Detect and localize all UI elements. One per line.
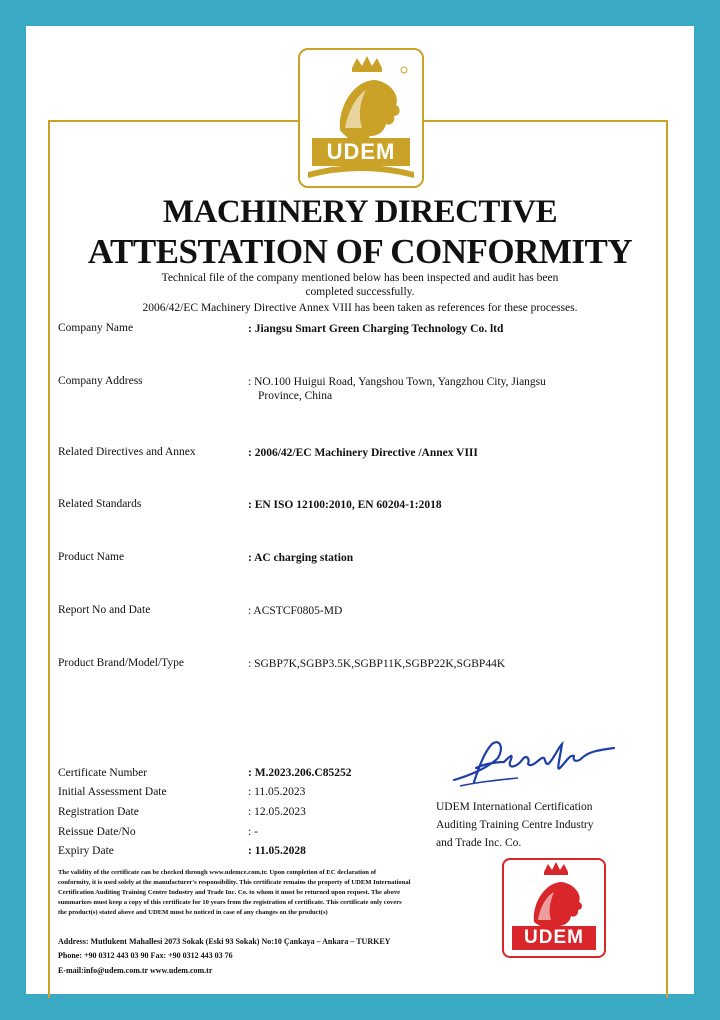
product-name-value: : AC charging station [248,552,354,564]
directives-label: Related Directives and Annex [58,446,196,458]
legal-line3: Certification Auditing Training Centre Industry and Trade Inc. Co. to whom it must be returned upon request. The above [58,889,401,896]
address-line: Address: Mutlukent Mahallesi 2073 Sokak (Eski 93 Sokak) No:10 Çankaya – Ankara – TURKEY [58,937,391,946]
udem-logo-bottom [502,858,606,958]
registration-date-value: : 12.05.2023 [248,806,306,818]
brand-label: UDEM [326,139,396,164]
certificate-number-label: Certificate Number [58,767,148,779]
udem-logo-top [298,48,424,188]
standards-value: : EN ISO 12100:2010, EN 60204-1:2018 [248,499,442,511]
brand-label-bottom: UDEM [524,927,584,948]
intro-line3: 2006/42/EC Machinery Directive Annex VIII has been taken as references for these processes. [142,302,578,314]
issuer-line2: Auditing Training Centre Industry [436,819,594,831]
report-label: Report No and Date [58,604,151,616]
intro-line2: completed successfully. [305,286,415,298]
issuer-line3: and Trade Inc. Co. [436,837,522,849]
intro-line1: Technical file of the company mentioned below has been inspected and audit has been [161,272,559,284]
directives-value: : 2006/42/EC Machinery Directive /Annex VIII [248,447,478,459]
issuer-block [436,798,656,852]
issuer-line1: UDEM International Certification [436,801,593,813]
phone-line: Phone: +90 0312 443 03 90 Fax: +90 0312 443 03 76 [58,951,233,960]
title-line1: MACHINERY DIRECTIVE [162,194,558,230]
company-address-value: : NO.100 Huigui Road, Yangshou Town, Yangzhou City, Jiangsu [248,376,546,388]
reissue-label: Reissue Date/No [58,826,136,838]
report-value: : ACSTCF0805-MD [248,605,343,617]
company-address-label: Company Address [58,375,143,387]
legal-line4: summarizes must keep a copy of this certificate for 10 years from the registration of certificate. This certificate only covers [58,899,402,906]
expiry-date-value: : 11.05.2028 [248,845,306,857]
standards-label: Related Standards [58,498,142,510]
legal-line5: the product(s) stated above and UDEM must be noticed in case of any changes on the product(s) [58,909,328,916]
company-address-value2: Province, China [258,390,333,402]
legal-line2: conformity, it is used solely at the manufacturer's responsibility. This certificate remains the property of UDEM International [58,879,411,886]
expiry-date-label: Expiry Date [58,845,114,857]
signature-image [448,728,620,792]
product-brand-label: Product Brand/Model/Type [58,657,184,669]
product-brand-value: : SGBP7K,SGBP3.5K,SGBP11K,SGBP22K,SGBP44K [248,658,506,670]
title-line2: ATTESTATION OF CONFORMITY [87,232,633,271]
initial-assessment-label: Initial Assessment Date [58,786,167,798]
reissue-value: : - [248,826,258,838]
legal-notice [58,868,490,918]
product-name-label: Product Name [58,551,125,563]
legal-line1: The validity of the certificate can be checked through www.udemce.com.tr. Upon completion of EC declaration of [58,869,377,876]
certificate-number-value: : M.2023.206.C85252 [248,767,352,779]
initial-assessment-value: : 11.05.2023 [248,786,306,798]
company-name-label: Company Name [58,322,134,334]
email-line: E-mail:info@udem.com.tr www.udem.com.tr [58,966,213,975]
company-name-value: : Jiangsu Smart Green Charging Technology Co. ltd [248,323,504,335]
registration-date-label: Registration Date [58,806,139,818]
